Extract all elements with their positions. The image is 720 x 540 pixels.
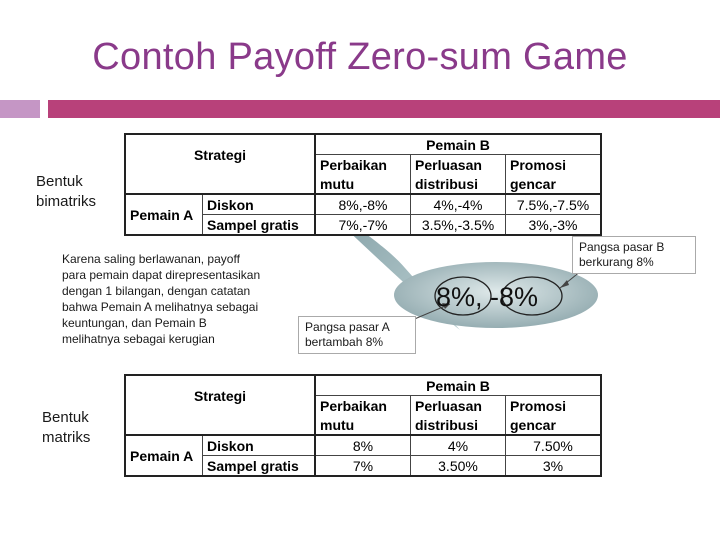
matrix-side-label: Bentuk matriks xyxy=(42,409,91,446)
matrix-cell-2-1: 7% xyxy=(315,456,411,477)
zoomed-payoff: 8%, -8% xyxy=(436,282,539,312)
bimatrix-cell-2-2: 3.5%,-3.5% xyxy=(411,215,506,236)
bimatrix-row-2-label: Sampel gratis xyxy=(203,215,316,236)
matrix-row-2-label: Sampel gratis xyxy=(203,456,316,477)
explanation-note: Karena saling berlawanan, payoff para pemain dapat direpresentasikan dengan 1 bilangan, dengan catatan bahwa Pemain A melihatnya sebagai keuntungan, dan Pemain B melihatnya sebagai kerugian xyxy=(62,252,261,346)
matrix-cell-1-2: 4% xyxy=(411,435,506,456)
bimatrix-col-3-l2: gencar xyxy=(506,174,602,194)
matrix-cell-1-1: 8% xyxy=(315,435,411,456)
bimatrix-cell-1-3: 7.5%,-7.5% xyxy=(506,194,602,215)
bimatrix-player-b: Pemain B xyxy=(315,134,601,155)
matrix-col-1-l1: Perbaikan xyxy=(315,396,411,416)
bimatrix-col-3-l1: Promosi xyxy=(506,155,602,175)
matrix-cell-2-3: 3% xyxy=(506,456,602,477)
matrix-col-1-l2: mutu xyxy=(315,415,411,435)
bimatrix-side-label: Bentuk bimatriks xyxy=(36,173,97,210)
bimatrix-row-1-label: Diskon xyxy=(203,194,316,215)
bimatrix-col-2-l2: distribusi xyxy=(411,174,506,194)
matrix-player-b: Pemain B xyxy=(315,375,601,396)
bimatrix-cell-2-1: 7%,-7% xyxy=(315,215,411,236)
matrix-row-1-label: Diskon xyxy=(203,435,316,456)
matrix-cell-2-2: 3.50% xyxy=(411,456,506,477)
matrix-corner: Strategi xyxy=(125,375,315,435)
callout-market-share-b: Pangsa pasar B berkurang 8% xyxy=(572,236,696,274)
bimatrix-cell-2-3: 3%,-3% xyxy=(506,215,602,236)
bimatrix-col-1-l2: mutu xyxy=(315,174,411,194)
bimatrix-player-a: Pemain A xyxy=(125,194,203,235)
bimatrix-col-1-l1: Perbaikan xyxy=(315,155,411,175)
matrix-table xyxy=(124,374,602,477)
bimatrix-table xyxy=(124,133,602,236)
matrix-cell-1-3: 7.50% xyxy=(506,435,602,456)
bimatrix-cell-1-2: 4%,-4% xyxy=(411,194,506,215)
slide-title: Contoh Payoff Zero-sum Game xyxy=(92,36,628,78)
matrix-player-a: Pemain A xyxy=(125,435,203,476)
matrix-col-2-l1: Perluasan xyxy=(411,396,506,416)
callout-market-share-a: Pangsa pasar A bertambah 8% xyxy=(298,316,416,354)
bimatrix-corner: Strategi xyxy=(125,134,315,194)
bimatrix-cell-1-1: 8%,-8% xyxy=(315,194,411,215)
matrix-col-3-l1: Promosi xyxy=(506,396,602,416)
matrix-col-3-l2: gencar xyxy=(506,415,602,435)
matrix-col-2-l2: distribusi xyxy=(411,415,506,435)
bimatrix-col-2-l1: Perluasan xyxy=(411,155,506,175)
